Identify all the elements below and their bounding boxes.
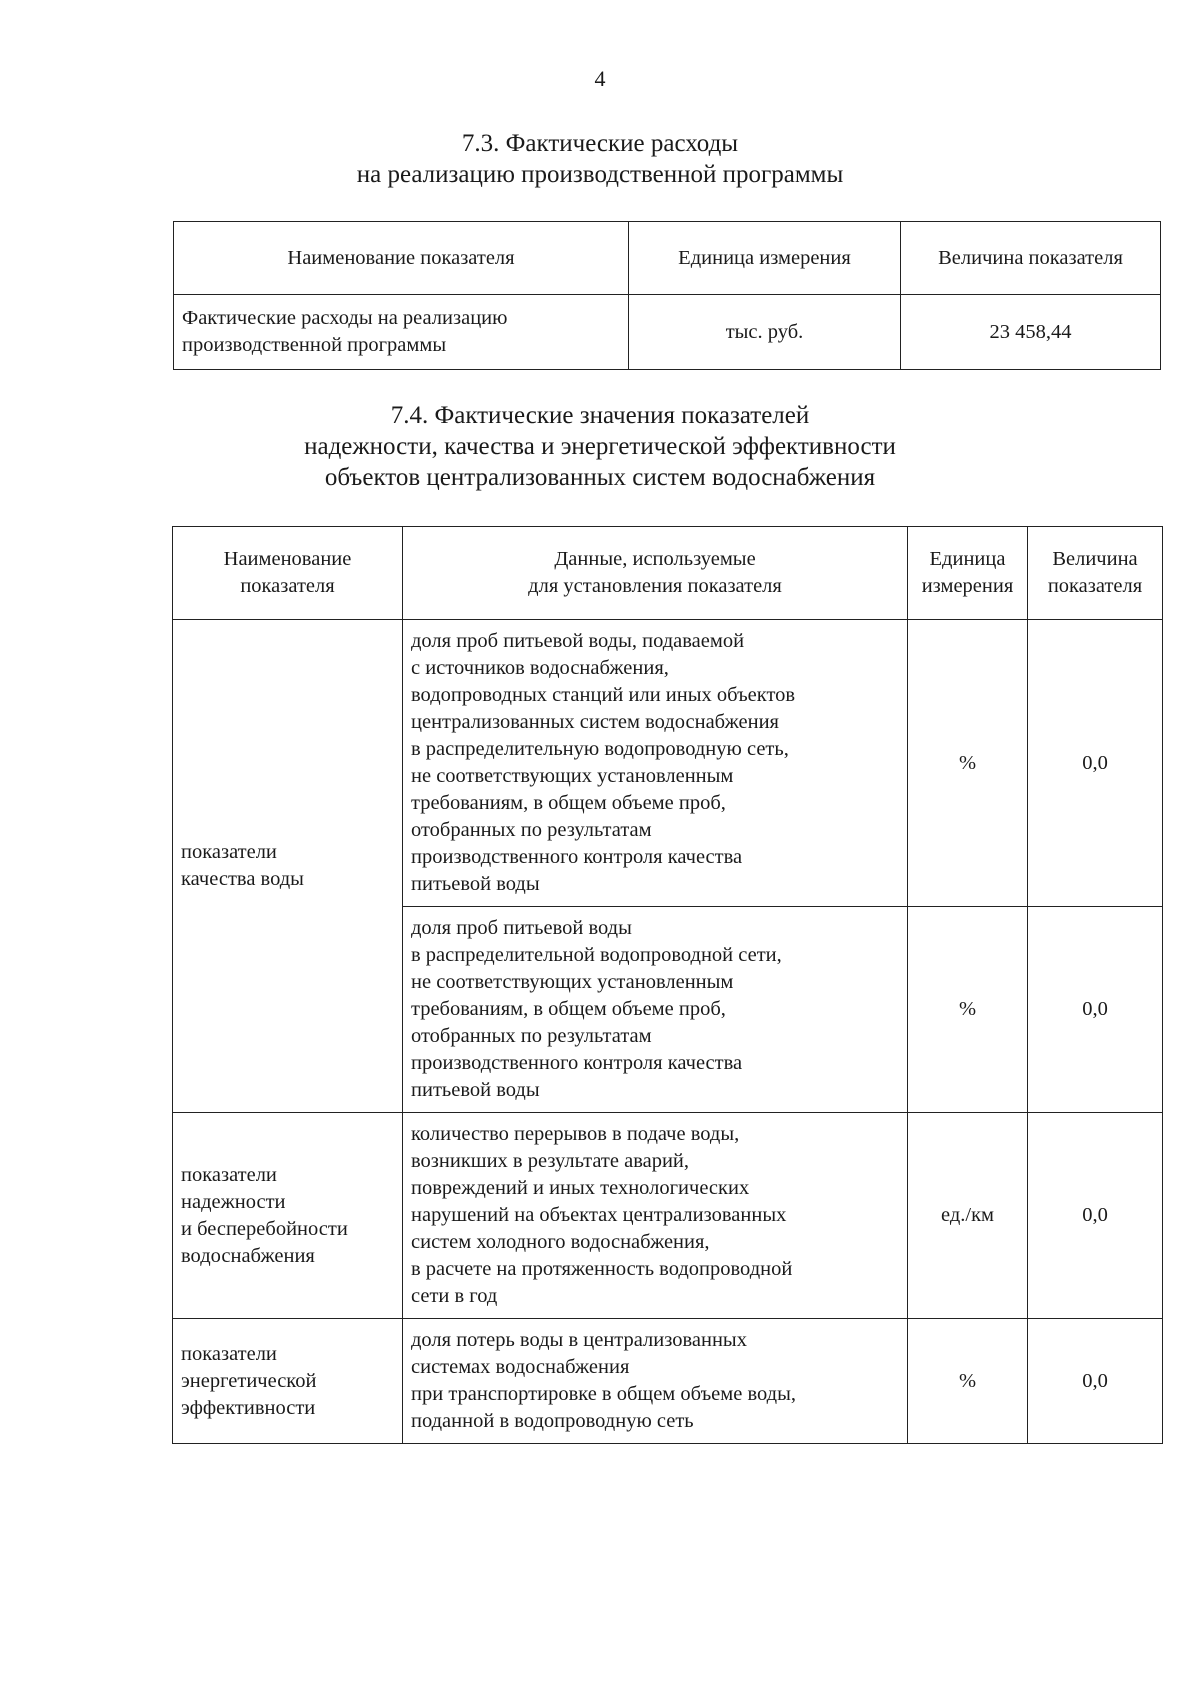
indicator-data-cell <box>403 620 908 907</box>
indicator-data-cell <box>403 1113 908 1319</box>
cell-line: не соответствующих установленным <box>411 971 734 993</box>
cell-line: показателя <box>240 575 335 597</box>
unit-cell: % <box>908 1319 1028 1444</box>
title-line: 7.4. Фактические значения показателей <box>390 402 810 429</box>
cell-line: производственной программы <box>182 334 447 356</box>
header-cell <box>173 527 403 620</box>
value-cell: 0,0 <box>1028 1319 1163 1444</box>
cell-line: энергетической <box>181 1369 317 1392</box>
value-cell: 0,0 <box>1028 1113 1163 1319</box>
cell-line: Величина <box>1052 548 1138 570</box>
title-line: надежности, качества и энергетической эффективности <box>304 433 896 460</box>
cell-line: измерения <box>921 575 1014 597</box>
indicators-table-body <box>173 620 1163 1444</box>
cell-line: эффективности <box>181 1396 316 1419</box>
unit-cell: % <box>908 907 1028 1113</box>
cell-line: повреждений и иных технологических <box>411 1177 750 1199</box>
cell-line: системах водоснабжения <box>411 1356 630 1378</box>
title-line: на реализацию производственной программы <box>356 161 844 188</box>
cell-line: водопроводных станций или иных объектов <box>411 684 796 706</box>
indicator-data-cell <box>403 907 908 1113</box>
cell-line: при транспортировке в общем объеме воды, <box>411 1383 796 1405</box>
cell-line: Единица <box>929 548 1006 570</box>
cell-line: питьевой воды <box>411 1079 540 1101</box>
cell-line: с источников водоснабжения, <box>411 657 669 679</box>
unit-cell: тыс. руб. <box>629 295 901 370</box>
indicator-group-name-cell <box>173 1319 403 1444</box>
section-7-4-title <box>0 400 1200 493</box>
indicator-group-name-cell <box>173 620 403 1113</box>
section-7-3-title <box>0 128 1200 190</box>
cell-line: качества воды <box>181 868 304 890</box>
table-header-row <box>174 222 1161 295</box>
page-number: 4 <box>594 66 606 91</box>
indicator-group-name-cell <box>173 1113 403 1319</box>
cell-line: Фактические расходы на реализацию <box>182 307 508 329</box>
cell-line: в расчете на протяженность водопроводной <box>411 1258 793 1280</box>
unit-cell: % <box>908 620 1028 907</box>
header-cell: Единица измерения <box>629 222 901 295</box>
header-cell: Величина показателя <box>901 222 1161 295</box>
value-cell: 0,0 <box>1028 907 1163 1113</box>
cell-line: доля проб питьевой воды, подаваемой <box>411 630 745 652</box>
value-cell: 0,0 <box>1028 620 1163 907</box>
cell-line: водоснабжения <box>181 1244 315 1267</box>
table-row <box>174 295 1161 370</box>
unit-cell: ед./км <box>908 1113 1028 1319</box>
cell-line: централизованных систем водоснабжения <box>411 711 779 733</box>
cell-line: доля проб питьевой воды <box>411 917 632 939</box>
cell-line: поданной в водопроводную сеть <box>411 1410 694 1432</box>
cell-line: не соответствующих установленным <box>411 765 734 787</box>
cell-line: Наименование <box>223 548 352 570</box>
table-row <box>173 620 1163 907</box>
cell-line: систем холодного водоснабжения, <box>411 1231 710 1253</box>
cell-line: сети в год <box>411 1285 498 1307</box>
cell-line: в распределительной водопроводной сети, <box>411 944 782 966</box>
header-cell <box>908 527 1028 620</box>
cell-line: показателя <box>1047 575 1143 597</box>
cell-line: и бесперебойности <box>181 1217 348 1240</box>
cell-line: требованиям, в общем объеме проб, <box>411 792 726 814</box>
indicator-data-cell <box>403 1319 908 1444</box>
cell-line: доля потерь воды в централизованных <box>411 1329 747 1351</box>
title-line: 7.3. Фактические расходы <box>461 130 739 157</box>
cell-line: в распределительную водопроводную сеть, <box>411 738 789 760</box>
indicators-table <box>172 526 1163 1444</box>
cell-line: отобранных по результатам <box>411 1025 652 1047</box>
cell-line: показатели <box>181 1342 277 1365</box>
header-cell: Наименование показателя <box>174 222 629 295</box>
cell-line: производственного контроля качества <box>411 846 743 868</box>
indicator-name-cell <box>174 295 629 370</box>
table-row <box>173 1113 1163 1319</box>
cell-line: Данные, используемые <box>554 548 756 570</box>
cell-line: количество перерывов в подаче воды, <box>411 1123 740 1145</box>
cell-line: отобранных по результатам <box>411 819 652 841</box>
table-header-row <box>173 527 1163 620</box>
header-cell <box>1028 527 1163 620</box>
cell-line: питьевой воды <box>411 873 540 895</box>
cell-line: возникших в результате аварий, <box>411 1150 690 1172</box>
cell-line: нарушений на объектах централизованных <box>411 1204 787 1226</box>
title-line: объектов централизованных систем водоснабжения <box>324 464 876 491</box>
cell-line: показатели <box>181 841 277 863</box>
cell-line: надежности <box>181 1190 286 1213</box>
table-row <box>173 1319 1163 1444</box>
header-cell <box>403 527 908 620</box>
cell-line: производственного контроля качества <box>411 1052 743 1074</box>
expenses-table <box>173 221 1161 370</box>
cell-line: для установления показателя <box>528 575 782 597</box>
value-cell: 23 458,44 <box>901 295 1161 370</box>
cell-line: показатели <box>181 1163 277 1186</box>
cell-line: требованиям, в общем объеме проб, <box>411 998 726 1020</box>
